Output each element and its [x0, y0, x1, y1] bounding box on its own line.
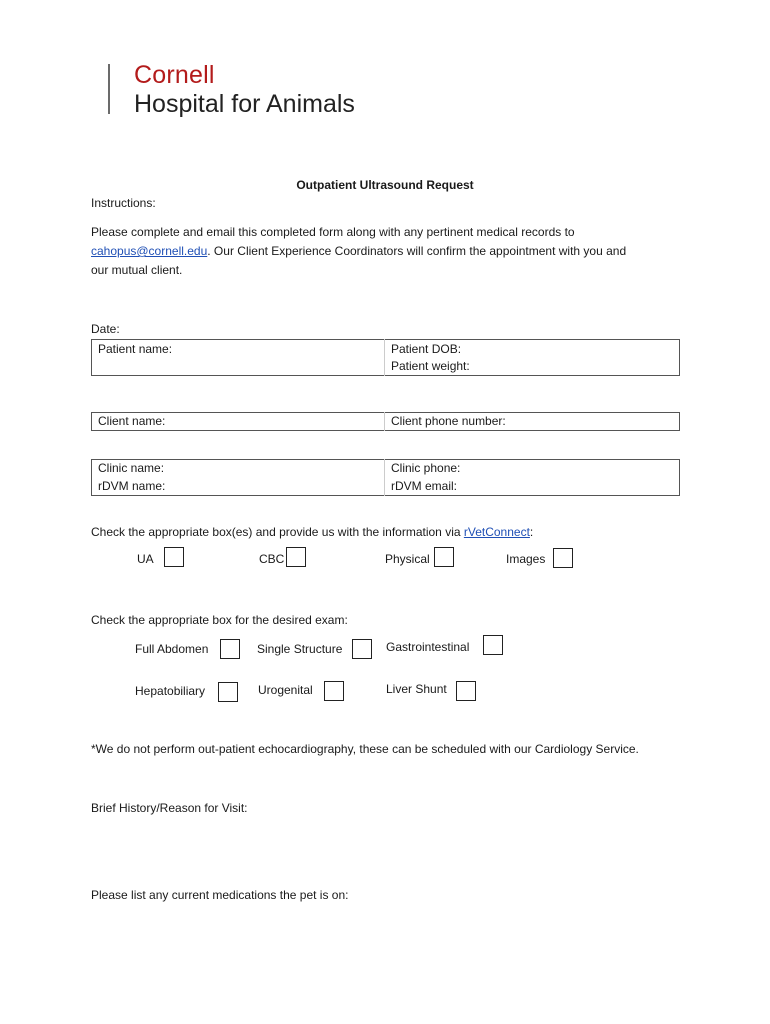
instructions-line1: Please complete and email this completed form along with any pertinent medical records to — [91, 225, 575, 239]
option-physical-checkbox[interactable] — [434, 547, 454, 567]
client-box-divider — [384, 412, 385, 431]
exam-single-structure-label: Single Structure — [257, 642, 343, 656]
logo-cornell-text: Cornell — [134, 61, 215, 89]
exam-full-abdomen-label: Full Abdomen — [135, 642, 209, 656]
info-prompt — [91, 523, 533, 541]
option-images-label: Images — [506, 552, 546, 566]
history-label: Brief History/Reason for Visit: — [91, 801, 248, 815]
clinic-info-box[interactable] — [91, 459, 680, 496]
clinic-phone-label: Clinic phone: — [391, 461, 461, 475]
exam-single-structure-checkbox[interactable] — [352, 639, 372, 659]
patient-dob-label: Patient DOB: — [391, 342, 462, 356]
rvetconnect-link[interactable]: rVetConnect — [463, 525, 530, 539]
exam-gastrointestinal-checkbox[interactable] — [483, 635, 503, 655]
rdvm-name-label: rDVM name: — [98, 479, 166, 493]
exam-urogenital-checkbox[interactable] — [324, 681, 344, 701]
exam-hepatobiliary-label: Hepatobiliary — [135, 684, 206, 698]
client-phone-label: Client phone number: — [391, 414, 506, 428]
instructions-line2 — [91, 242, 626, 260]
form-title: Outpatient Ultrasound Request — [296, 178, 474, 192]
email-link[interactable]: cahopus@cornell.edu — [91, 244, 208, 258]
logo-hospital-text: Hospital for Animals — [134, 90, 355, 118]
exam-full-abdomen-checkbox[interactable] — [220, 639, 240, 659]
patient-box-divider — [384, 339, 385, 376]
exam-liver-shunt-checkbox[interactable] — [456, 681, 476, 701]
patient-info-box[interactable] — [91, 339, 680, 376]
option-images-checkbox[interactable] — [553, 548, 573, 568]
exam-urogenital-label: Urogenital — [258, 683, 313, 697]
rdvm-email-label: rDVM email: — [391, 479, 458, 493]
option-ua-label: UA — [137, 552, 154, 566]
date-label: Date: — [91, 322, 120, 336]
logo-divider — [108, 64, 110, 114]
option-physical-label: Physical — [385, 552, 430, 566]
info-prompt-end: : — [529, 525, 534, 539]
exam-hepatobiliary-checkbox[interactable] — [218, 682, 238, 702]
instructions-label: Instructions: — [91, 196, 156, 210]
client-info-box[interactable] — [91, 412, 680, 431]
option-cbc-checkbox[interactable] — [286, 547, 306, 567]
instructions-line2-text: . Our Client Experience Coordinators will confirm the appointment with you and — [207, 244, 627, 258]
exam-liver-shunt-label: Liver Shunt — [386, 682, 447, 696]
echo-note: *We do not perform out-patient echocardiography, these can be scheduled with our Cardiology Service. — [91, 742, 639, 756]
patient-weight-label: Patient weight: — [391, 359, 470, 373]
clinic-name-label: Clinic name: — [98, 461, 165, 475]
patient-name-label: Patient name: — [98, 342, 173, 356]
exam-prompt: Check the appropriate box for the desired exam: — [91, 613, 348, 627]
client-name-label: Client name: — [98, 414, 166, 428]
option-cbc-label: CBC — [259, 552, 285, 566]
instructions-line3: our mutual client. — [91, 263, 183, 277]
clinic-box-divider — [384, 459, 385, 496]
option-ua-checkbox[interactable] — [164, 547, 184, 567]
info-prompt-text: Check the appropriate box(es) and provide us with the information via — [91, 525, 464, 539]
exam-gastrointestinal-label: Gastrointestinal — [386, 640, 470, 654]
medications-label: Please list any current medications the pet is on: — [91, 888, 349, 902]
